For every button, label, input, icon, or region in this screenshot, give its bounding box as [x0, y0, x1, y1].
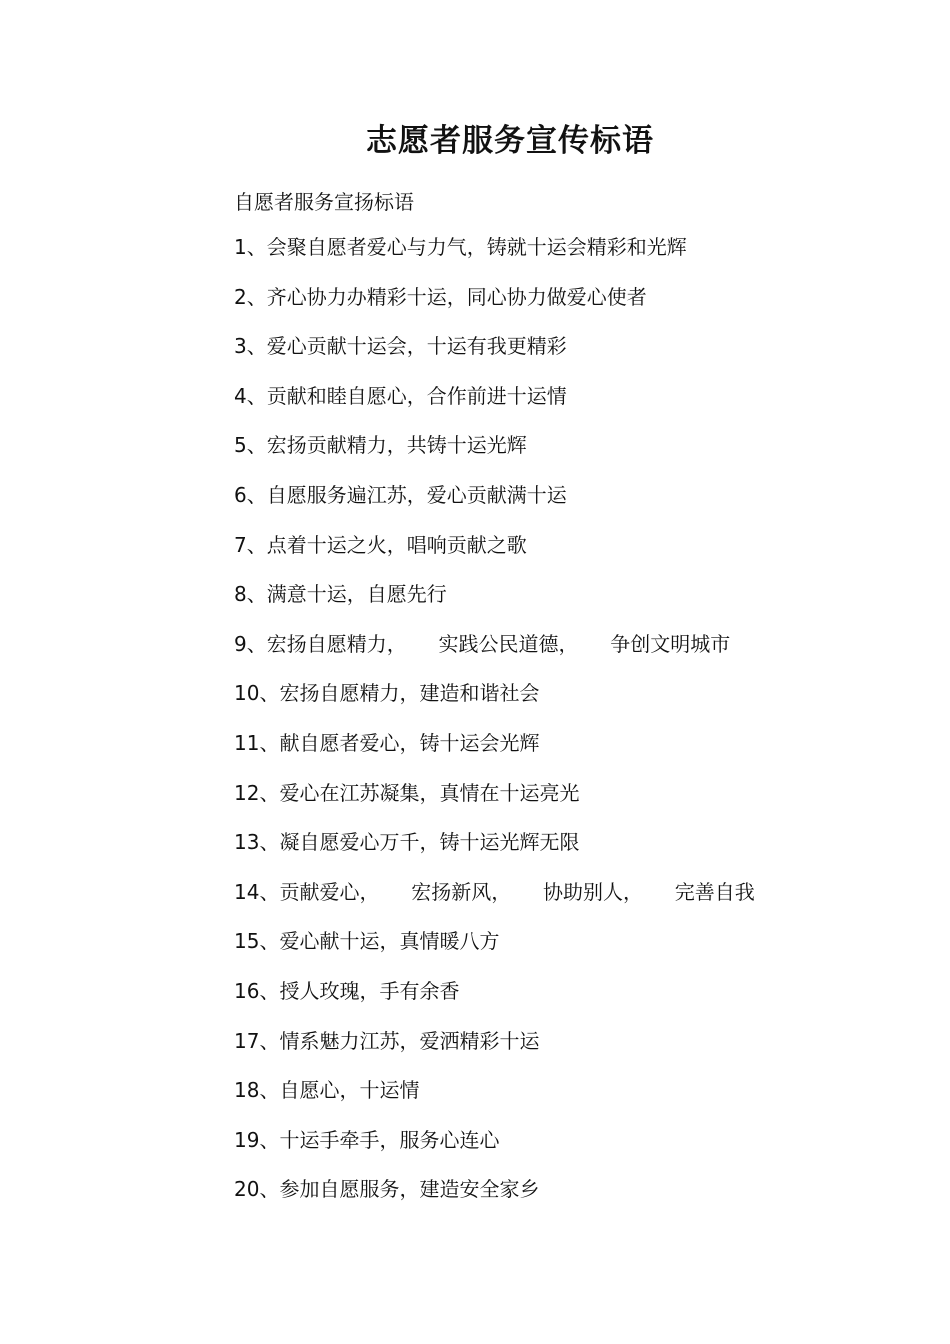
- list-item: 5、宏扬贡献精力，共铸十运光辉: [234, 433, 527, 458]
- document-title: 志愿者服务宣传标语: [366, 123, 654, 159]
- list-item: 3、爱心贡献十运会，十运有我更精彩: [234, 334, 567, 359]
- list-item: 19、十运手牵手，服务心连心: [234, 1127, 500, 1152]
- list-item: 18、自愿心，十运情: [234, 1078, 420, 1103]
- list-item: 14、贡献爱心， 宏扬新风， 协助别人， 完善自我: [234, 879, 755, 904]
- list-item: 7、点着十运之火，唱响贡献之歌: [234, 532, 527, 557]
- list-item: 15、爱心献十运，真情暖八方: [234, 929, 500, 954]
- list-item: 16、授人玫瑰，手有余香: [234, 978, 460, 1003]
- list-item: 6、自愿服务遍江苏，爱心贡献满十运: [234, 482, 567, 507]
- list-item: 10、宏扬自愿精力，建造和谐社会: [234, 681, 540, 706]
- list-item: 9、宏扬自愿精力， 实践公民道德， 争创文明城市: [234, 631, 731, 656]
- list-item: 17、情系魅力江苏，爱洒精彩十运: [234, 1028, 540, 1053]
- list-item: 20、参加自愿服务，建造安全家乡: [234, 1177, 540, 1202]
- list-item: 1、会聚自愿者爱心与力气，铸就十运会精彩和光辉: [234, 235, 687, 259]
- list-item: 4、贡献和睦自愿心，合作前进十运情: [234, 383, 567, 408]
- list-item: 8、满意十运，自愿先行: [234, 582, 447, 607]
- list-item: 13、凝自愿爱心万千，铸十运光辉无限: [234, 830, 580, 855]
- document-subtitle: 自愿者服务宣扬标语: [234, 190, 414, 214]
- list-item: 12、爱心在江苏凝集，真情在十运亮光: [234, 780, 580, 805]
- list-item: 2、齐心协力办精彩十运，同心协力做爱心使者: [234, 284, 647, 309]
- slogan-list: [234, 232, 755, 1224]
- list-item: 11、献自愿者爱心，铸十运会光辉: [234, 730, 540, 755]
